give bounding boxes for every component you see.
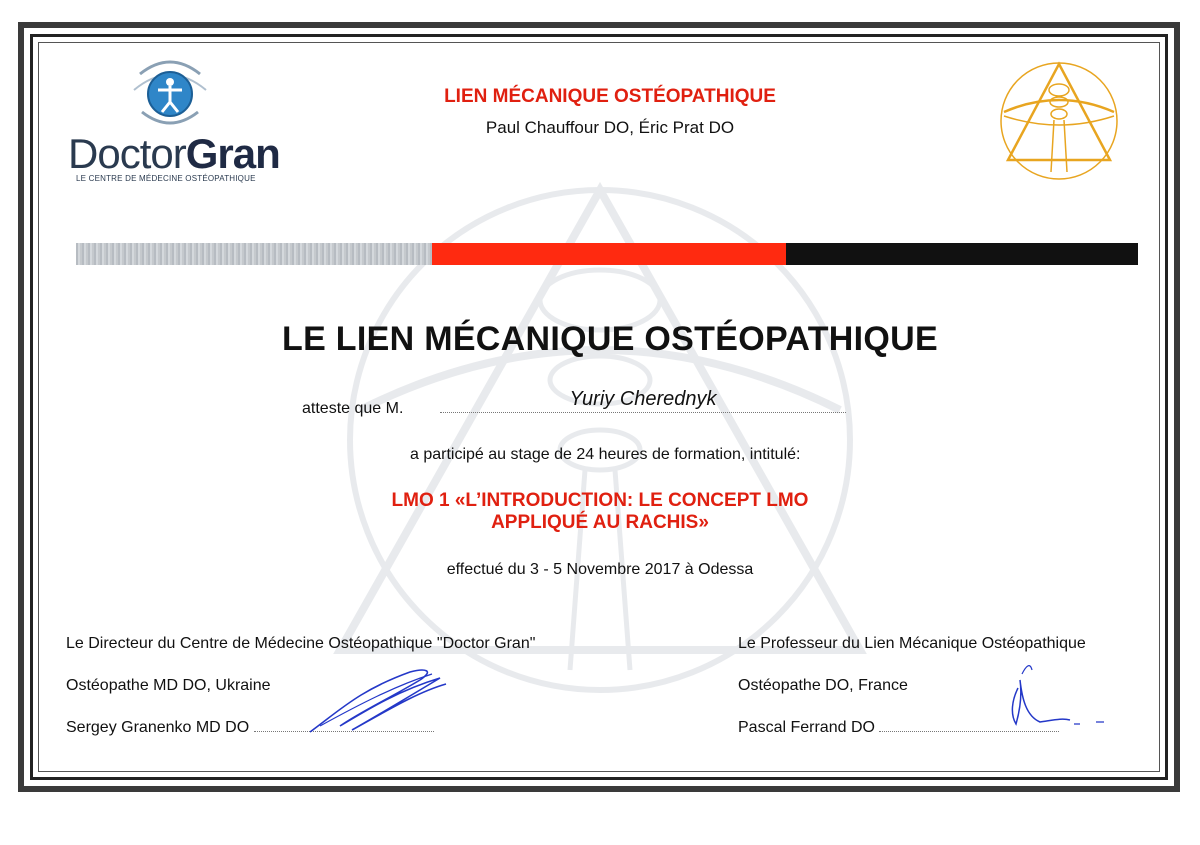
stripe-red <box>432 243 786 265</box>
handwritten-signature-left <box>300 660 450 740</box>
vitruvian-globe-icon <box>130 56 210 132</box>
doctor-gran-logo <box>66 56 280 186</box>
logo-wordmark: DoctorGran <box>68 130 280 177</box>
header-authors: Paul Chauffour DO, Éric Prat DO <box>485 118 735 137</box>
signatory-right-role: Le Professeur du Lien Mécanique Ostéopathique <box>738 635 1086 652</box>
triangle-spine-emblem-icon <box>998 60 1120 182</box>
watermark-emblem-icon <box>300 150 900 710</box>
recipient-name: Yuriy Cherednyk <box>569 388 717 410</box>
attest-label: atteste que M. <box>302 400 404 417</box>
attest-dotted-line <box>440 412 846 413</box>
signatory-right-name: Pascal Ferrand DO <box>738 719 875 736</box>
signatory-left-title: Ostéopathe MD DO, Ukraine <box>66 677 271 694</box>
handwritten-signature-right <box>1000 650 1110 740</box>
course-dates: effectué du 3 - 5 Novembre 2017 à Odessa <box>446 561 754 578</box>
course-title-line-1: LMO 1 «L’INTRODUCTION: LE CONCEPT LMO <box>391 490 809 511</box>
participation-text: a participé au stage de 24 heures de formation, intitulé: <box>410 446 801 463</box>
stripe-black <box>786 243 1138 265</box>
header-title: LIEN MÉCANIQUE OSTÉOPATHIQUE <box>444 86 776 107</box>
signatory-left-role: Le Directeur du Centre de Médecine Ostéopathique "Doctor Gran" <box>66 635 536 652</box>
signatory-left-name: Sergey Granenko MD DO <box>66 719 250 736</box>
certificate-title: LE LIEN MÉCANIQUE OSTÉOPATHIQUE <box>282 320 938 358</box>
stripe-grey <box>76 243 432 265</box>
course-title <box>330 490 870 534</box>
signatory-right-title: Ostéopathe DO, France <box>738 677 908 694</box>
course-title-line-2: APPLIQUÉ AU RACHIS» <box>491 512 709 533</box>
logo-subtitle: LE CENTRE DE MÉDECINE OSTÉOPATHIQUE <box>76 174 256 183</box>
